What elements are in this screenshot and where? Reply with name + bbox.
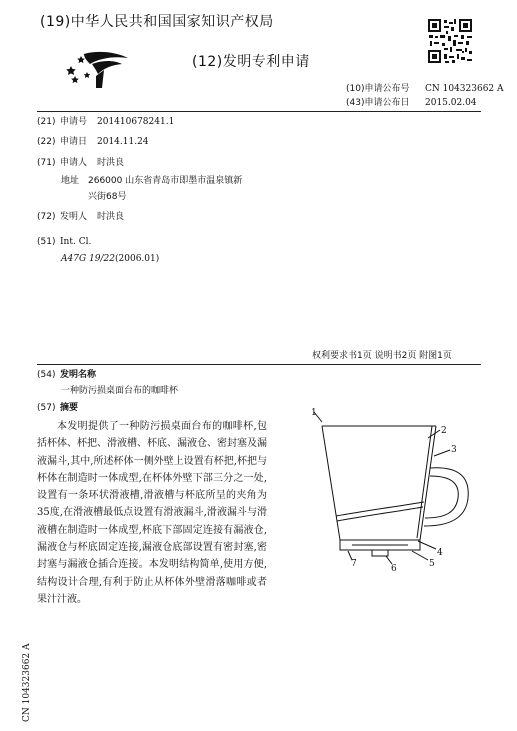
doc-type: (12)发明专利申请 bbox=[192, 54, 310, 70]
abstract-text: 本发明提供了一种防污损桌面台布的咖啡杯,包括杯体、杯把、滑液槽、杯底、漏液仓、密封塞及漏液漏斗,其中,所述杯体一侧外壁上设置有杯把,杯把与杯体在制造时一体成型,在杯体外壁下部三分之一处,设置有一条环状滑液槽,滑液槽与杯底所呈的夹角为35度,在滑液槽最低点设置有滑液漏斗,滑液漏斗与滑液槽在制造时一体成型,杯底下部固定连接有漏液仓,漏液仓与杯底固定连接,漏液仓底部设置有密封塞,密封塞与漏液仓插合连接。本发明结构简单,使用方便,结构设计合理,有利于防止从杯体外壁滑落咖啡或者果汁汁液。 bbox=[37, 421, 267, 605]
invention-title: 一种防污损桌面台布的咖啡杯 bbox=[61, 386, 179, 396]
pub-no-label: (10)申请公布号 bbox=[346, 84, 410, 94]
app-date-code: (22) bbox=[37, 137, 56, 147]
app-date: 2014.11.24 bbox=[97, 137, 149, 147]
cup-figure bbox=[300, 408, 480, 576]
office-name: (19)中华人民共和国国家知识产权局 bbox=[40, 14, 274, 30]
intcl-code: (51) bbox=[37, 237, 56, 247]
vertical-pub-no: CN 104323662 A bbox=[22, 643, 32, 722]
qr-code-icon bbox=[427, 18, 473, 64]
abstract-label: 摘要 bbox=[60, 403, 79, 413]
applicant-code: (71) bbox=[37, 158, 56, 168]
figure-label-5: 5 bbox=[429, 559, 435, 569]
inventor-name: 时洪良 bbox=[97, 212, 125, 222]
figure-label-4: 4 bbox=[437, 548, 443, 558]
app-no: 201410678241.1 bbox=[97, 117, 175, 127]
intcl-label: Int. Cl. bbox=[60, 237, 92, 247]
intcl-year: (2006.01) bbox=[115, 254, 160, 264]
address-line2: 兴街68号 bbox=[88, 192, 127, 202]
cnipa-logo-icon bbox=[62, 48, 132, 90]
applicant-name: 时洪良 bbox=[97, 158, 125, 168]
title-code: (54) bbox=[37, 370, 56, 380]
pub-date: 2015.02.04 bbox=[425, 98, 477, 108]
pub-date-label: (43)申请公布日 bbox=[346, 98, 410, 108]
page-counts: 权利要求书1页 说明书2页 附图1页 bbox=[312, 351, 452, 361]
app-no-label: 申请号 bbox=[60, 117, 88, 127]
pub-no: CN 104323662 A bbox=[425, 84, 504, 94]
app-no-code: (21) bbox=[37, 117, 56, 127]
abstract-code: (57) bbox=[37, 403, 56, 413]
inventor-label: 发明人 bbox=[60, 212, 88, 222]
figure-label-7: 7 bbox=[351, 559, 357, 569]
figure-label-6: 6 bbox=[391, 564, 397, 574]
figure-label-3: 3 bbox=[451, 445, 457, 455]
title-label: 发明名称 bbox=[60, 370, 97, 380]
section-divider bbox=[37, 364, 481, 365]
address-line1: 266000 山东省青岛市即墨市温泉镇新 bbox=[88, 176, 243, 186]
header-divider bbox=[37, 111, 481, 112]
inventor-code: (72) bbox=[37, 212, 56, 222]
app-date-label: 申请日 bbox=[60, 137, 88, 147]
figure-label-1: 1 bbox=[311, 408, 317, 418]
applicant-label: 申请人 bbox=[60, 158, 88, 168]
intcl-class: A47G 19/22 bbox=[61, 254, 115, 264]
address-label: 地址 bbox=[61, 176, 80, 186]
figure-label-2: 2 bbox=[441, 426, 447, 436]
